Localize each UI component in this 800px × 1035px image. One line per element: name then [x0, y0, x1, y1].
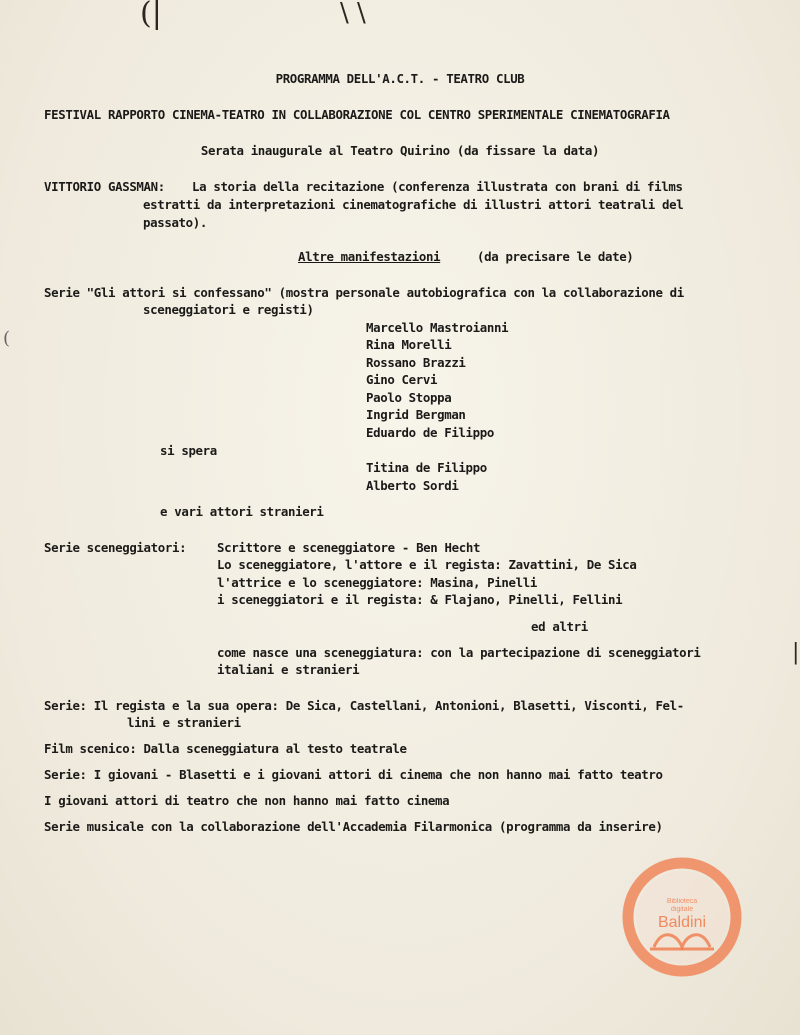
actor-item: Gino Cervi [366, 372, 438, 387]
come-nasce-line-2: italiani e stranieri [217, 662, 360, 677]
library-stamp-logo [620, 855, 744, 979]
festival-heading: FESTIVAL RAPPORTO CINEMA-TEATRO IN COLLABORAZIONE COL CENTRO SPERIMENTALE CINEMATOGRAFIA [44, 107, 670, 122]
serie-sceneggiatori-label: Serie sceneggiatori: [44, 540, 187, 555]
sceneggiatori-line: i sceneggiatori e il regista: & Flajano, Pinelli, Fellini [217, 592, 623, 607]
gassman-line-1: La storia della recitazione (conferenza illustrata con brani di films [192, 179, 683, 194]
gassman-name: VITTORIO GASSMAN: [44, 179, 165, 194]
serie-giovani: Serie: I giovani - Blasetti e i giovani attori di cinema che non hanno mai fatto teatro [44, 767, 663, 782]
actor-item: Rossano Brazzi [366, 355, 466, 370]
serie-attori-line-2: sceneggiatori e registi) [143, 302, 314, 317]
si-spera: si spera [160, 443, 217, 458]
vari-attori: e vari attori stranieri [160, 504, 324, 519]
serie-regista-line-2: lini e stranieri [127, 715, 241, 730]
actor-item: Marcello Mastroianni [366, 320, 509, 335]
svg-text:digitale: digitale [670, 906, 694, 913]
actor-item: Rina Morelli [366, 337, 452, 352]
svg-text:Biblioteca: Biblioteca [666, 898, 698, 905]
gassman-line-2: estratti da interpretazioni cinematografiche di illustri attori teatrali del [143, 197, 684, 212]
gassman-line-3: passato). [143, 215, 207, 230]
margin-mark-right: | [792, 640, 800, 665]
hoped-actor-item: Alberto Sordi [366, 478, 459, 493]
sceneggiatori-line: Lo sceneggiatore, l'attore e il regista: Zavattini, De Sica [217, 557, 637, 572]
serie-musicale: Serie musicale con la collaborazione dell'Accademia Filarmonica (programma da inserire) [44, 819, 663, 834]
actor-item: Eduardo de Filippo [366, 425, 494, 440]
serata-line: Serata inaugurale al Teatro Quirino (da fissare la data) [200, 143, 600, 158]
serie-attori-line-1: Serie "Gli attori si confessano" (mostra personale autobiografica con la collaborazione di [44, 285, 684, 300]
actor-item: Ingrid Bergman [366, 407, 466, 422]
serie-regista-line-1: Serie: Il regista e la sua opera: De Sica, Castellani, Antonioni, Blasetti, Visconti, Fel- [44, 698, 684, 713]
actor-item: Paolo Stoppa [366, 390, 452, 405]
altre-note: (da precisare le date) [477, 249, 634, 264]
svg-text:Baldini: Baldini [657, 914, 707, 931]
sceneggiatori-line: Scrittore e sceneggiatore - Ben Hecht [217, 540, 481, 555]
document-title: PROGRAMMA DELL'A.C.T. - TEATRO CLUB [275, 71, 525, 86]
hoped-actor-item: Titina de Filippo [366, 460, 487, 475]
film-scenico: Film scenico: Dalla sceneggiatura al testo teatrale [44, 741, 407, 756]
giovani-teatro: I giovani attori di teatro che non hanno mai fatto cinema [44, 793, 450, 808]
ed-altri: ed altri [531, 619, 588, 634]
margin-mark-left: ( [3, 328, 11, 349]
sceneggiatori-line: l'attrice e lo sceneggiatore: Masina, Pinelli [217, 575, 537, 590]
handwritten-mark-right: \ \ [340, 0, 366, 28]
altre-heading: Altre manifestazioni [298, 249, 441, 264]
handwritten-mark-left: (| [140, 0, 162, 31]
come-nasce-line-1: come nasce una sceneggiatura: con la partecipazione di sceneggiatori [217, 645, 701, 660]
